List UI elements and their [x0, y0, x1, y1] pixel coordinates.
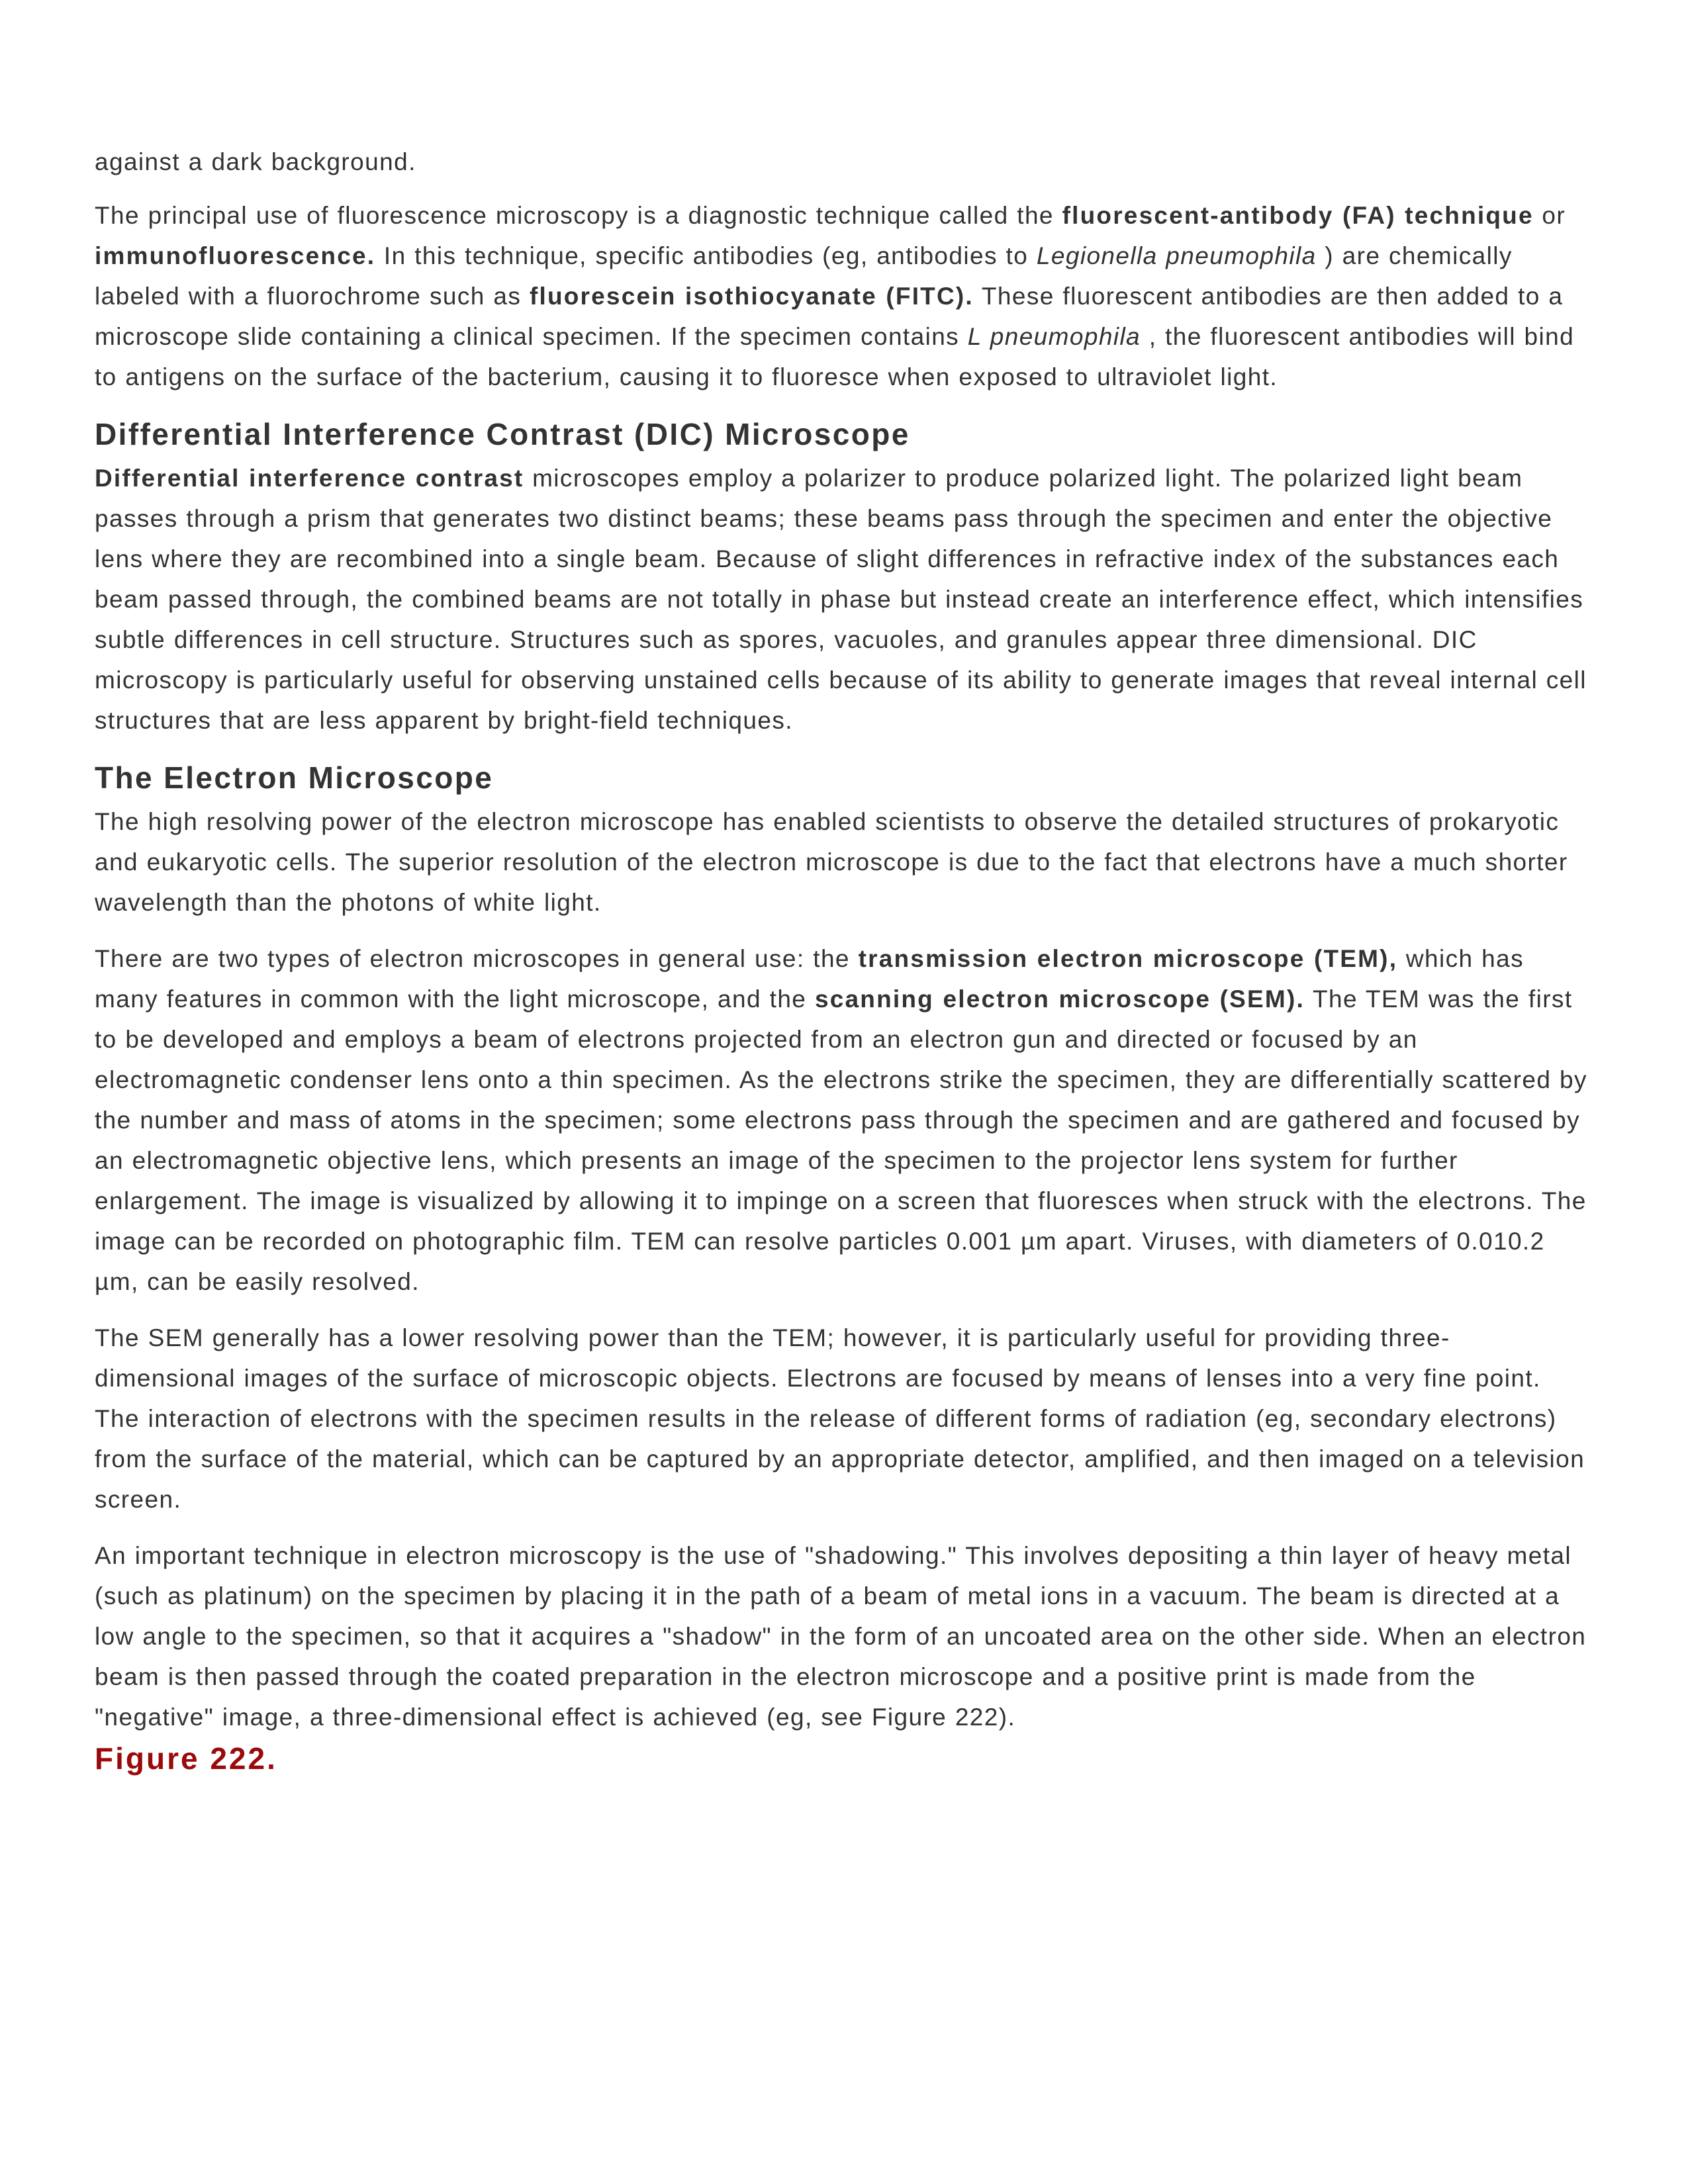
text: The principal use of fluorescence microscopy is a diagnostic technique called the — [95, 202, 1062, 229]
species-name: Legionella pneumophila — [1036, 242, 1317, 269]
paragraph-tem-sem — [95, 938, 1591, 1302]
term-immunofluorescence: immunofluorescence. — [95, 242, 376, 269]
text: There are two types of electron microscopes in general use: the — [95, 945, 859, 972]
paragraph-sem: The SEM generally has a lower resolving power than the TEM; however, it is particularly useful for providing three-dimensional images of the surface of microscopic objects. Electrons are focused by means of lenses into a very fine point. The interaction of electrons with the specimen results in the release of different forms of radiation (eg, secondary electrons) from the surface of the material, which can be captured by an appropriate detector, amplified, and then imaged on a television screen. — [95, 1324, 1585, 1513]
text: , the fluorescent antibodies will bind to antigens on the surface of the bacterium, causing it to fluoresce when exposed to ultraviolet light. — [95, 323, 1575, 390]
paragraph-dic — [95, 458, 1591, 741]
text: ) are chemically labeled with a fluorochrome such as — [95, 242, 1513, 310]
term-dic: Differential interference contrast — [95, 465, 524, 492]
text: which has many features in common with the light microscope, and the — [95, 945, 1524, 1013]
heading-dic-microscope: Differential Interference Contrast (DIC) Microscope — [95, 417, 910, 451]
term-sem: scanning electron microscope (SEM). — [814, 985, 1305, 1013]
paragraph-resolving-power: The high resolving power of the electron microscope has enabled scientists to observe the detailed structures of prokaryotic and eukaryotic cells. The superior resolution of the electron microscope is due to the fact that electrons have a much shorter wavelength than the photons of white light. — [95, 808, 1568, 916]
term-fa-technique: fluorescent-antibody (FA) technique — [1062, 202, 1534, 229]
text: These fluorescent antibodies are then added to a microscope slide containing a clinical specimen. If the specimen contains — [95, 283, 1564, 350]
paragraph-shadowing: An important technique in electron microscopy is the use of "shadowing." This involves depositing a thin layer of heavy metal (such as platinum) on the specimen by placing it in the path of a beam of metal ions in a vacuum. The beam is directed at a low angle to the specimen, so that it acquires a "shadow" in the form of an uncoated area on the other side. When an electron beam is then passed through the coated preparation in the electron microscope and a positive print is made from the "negative" image, a three-dimensional effect is achieved (eg, see Figure 222). — [95, 1542, 1587, 1731]
heading-electron-microscope: The Electron Microscope — [95, 760, 494, 795]
figure-label[interactable]: Figure 222. — [95, 1741, 277, 1776]
term-tem: transmission electron microscope (TEM), — [858, 945, 1398, 972]
paragraph-fa-technique — [95, 195, 1591, 397]
paragraph-continuation: against a dark background. — [95, 148, 416, 175]
text: In this technique, specific antibodies (eg, antibodies to — [375, 242, 1037, 269]
document-page — [95, 142, 1591, 1780]
species-name-short: L pneumophila — [967, 323, 1141, 350]
text: microscopes employ a polarizer to produce polarized light. The polarized light beam passes through a prism that generates two distinct beams; these beams pass through the specimen and enter the objective lens where they are recombined into a single beam. Because of slight differences in refractive index of the substances each beam passed through, the combined beams are not totally in phase but instead create an interference effect, which intensifies subtle differences in cell structure. Structures such as spores, vacuoles, and granules appear three dimensional. DIC microscopy is particularly useful for observing unstained cells because of its ability to generate images that reveal internal cell structures that are less apparent by bright-field techniques. — [95, 465, 1587, 734]
text: or — [1533, 202, 1566, 229]
text: The TEM was the first to be developed and employs a beam of electrons projected from an electron gun and directed or focused by an electromagnetic condenser lens onto a thin specimen. As the electrons strike the specimen, they are differentially scattered by the number and mass of atoms in the specimen; some electrons pass through the specimen and are gathered and focused by an electromagnetic objective lens, which presents an image of the specimen to the projector lens system for further enlargement. The image is visualized by allowing it to impinge on a screen that fluoresces when struck with the electrons. The image can be recorded on photographic film. TEM can resolve particles 0.001 µm apart. Viruses, with diameters of 0.010.2 µm, can be easily resolved. — [95, 985, 1587, 1295]
term-fitc: fluorescein isothiocyanate (FITC). — [529, 283, 974, 310]
